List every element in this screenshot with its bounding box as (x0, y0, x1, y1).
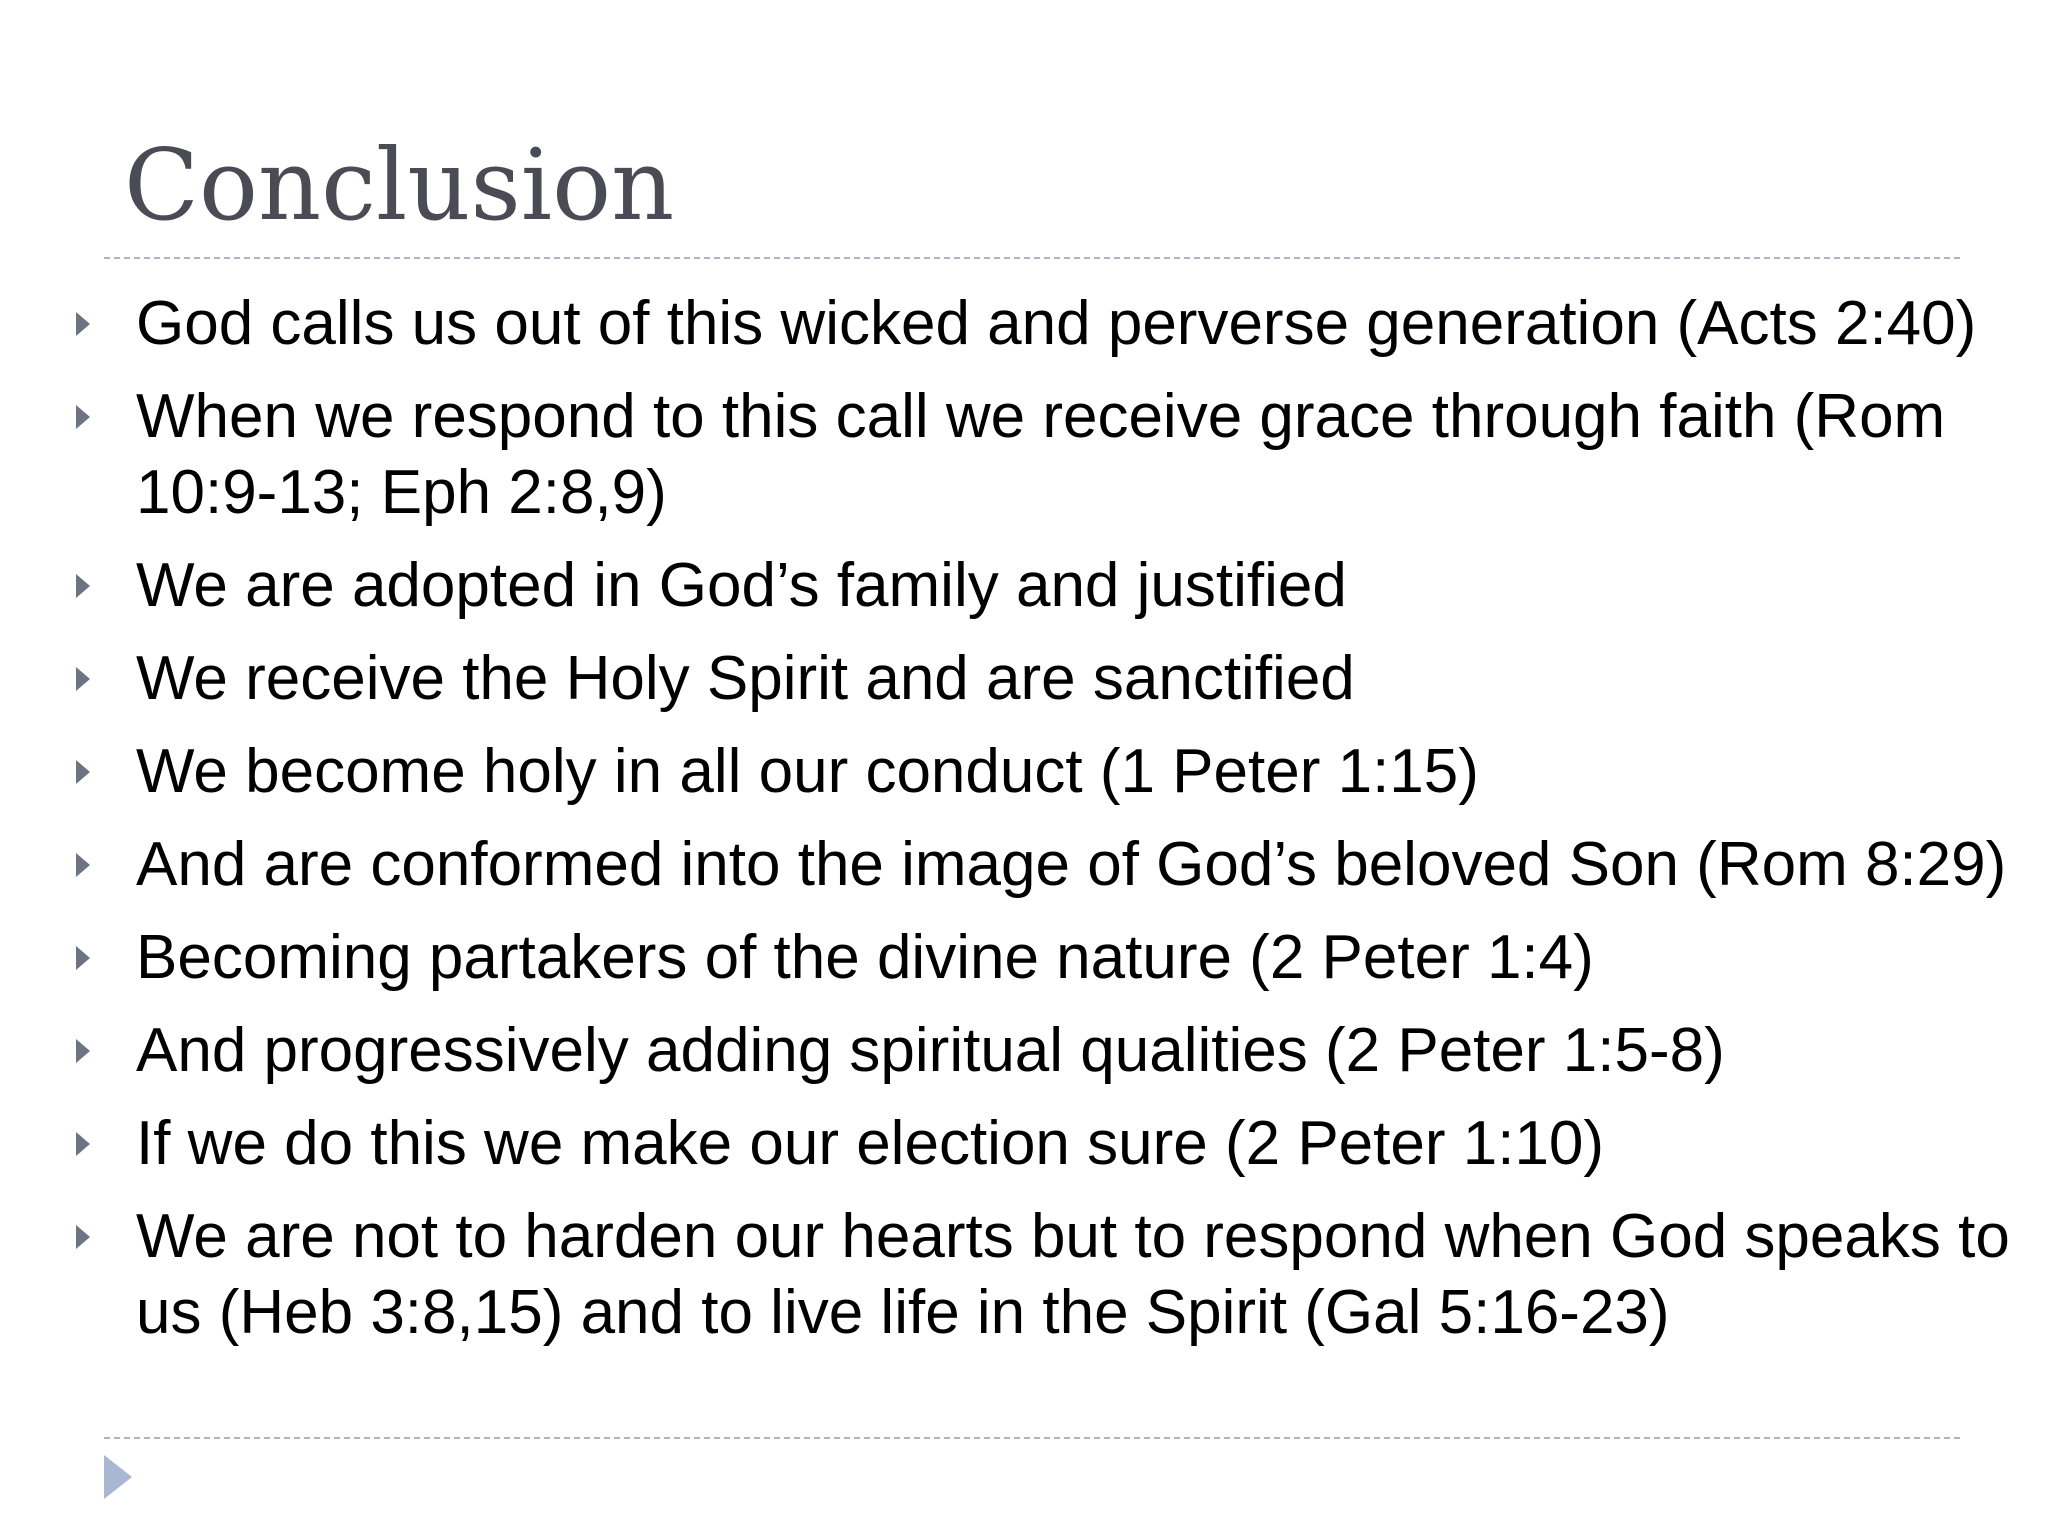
bullet-text: And progressively adding spiritual qualities (2 Peter 1:5-8) (136, 1016, 1725, 1085)
bullet-text: We receive the Holy Spirit and are sanctified (136, 644, 1355, 713)
triangle-right-icon (76, 1225, 90, 1249)
bullet-list (70, 286, 2030, 1368)
bullet-item (70, 641, 2030, 717)
bullet-text: Becoming partakers of the divine nature (2 Peter 1:4) (136, 923, 1594, 992)
triangle-right-icon (104, 1455, 132, 1499)
bullet-item (70, 379, 2030, 531)
bullet-item (70, 286, 2030, 362)
bullet-text: We are adopted in God’s family and justified (136, 551, 1347, 620)
triangle-right-icon (76, 574, 90, 598)
bullet-text: We become holy in all our conduct (1 Peter 1:15) (136, 737, 1479, 806)
bullet-item (70, 827, 2030, 903)
bullet-item (70, 1106, 2030, 1182)
triangle-right-icon (76, 312, 90, 336)
bullet-item (70, 1013, 2030, 1089)
bullet-text: If we do this we make our election sure (2 Peter 1:10) (136, 1109, 1605, 1178)
slide-title: Conclusion (124, 129, 675, 243)
bullet-text: God calls us out of this wicked and perverse generation (Acts 2:40) (136, 289, 1977, 358)
bullet-item (70, 734, 2030, 810)
bullet-item (70, 920, 2030, 996)
title-divider (104, 257, 1960, 259)
bullet-text: And are conformed into the image of God’s beloved Son (Rom 8:29) (136, 830, 2007, 899)
triangle-right-icon (76, 1132, 90, 1156)
triangle-right-icon (76, 405, 90, 429)
triangle-right-icon (76, 667, 90, 691)
footer-divider (104, 1437, 1960, 1439)
bullet-text: We are not to harden our hearts but to respond when God speaks to us (Heb 3:8,15) and to live life in the Spirit (Gal 5:16-23) (136, 1202, 2010, 1347)
triangle-right-icon (76, 1039, 90, 1063)
bullet-text: When we respond to this call we receive grace through faith (Rom 10:9-13; Eph 2:8,9) (136, 382, 1946, 527)
bullet-item (70, 548, 2030, 624)
triangle-right-icon (76, 946, 90, 970)
triangle-right-icon (76, 853, 90, 877)
bullet-item (70, 1199, 2030, 1351)
triangle-right-icon (76, 760, 90, 784)
